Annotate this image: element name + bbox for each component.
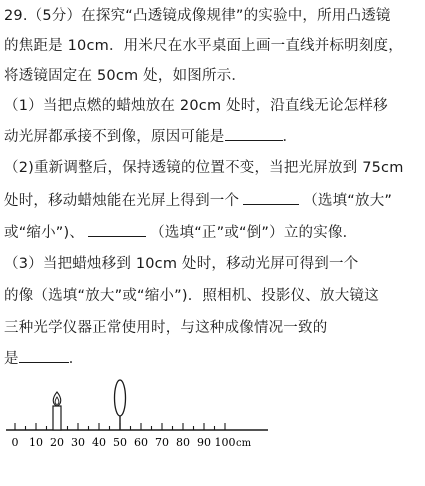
part-3-text: 是 xyxy=(4,351,19,367)
part-2-text-c: 或“缩小”)、 xyxy=(4,225,85,241)
ruler-tick-label: 10 xyxy=(29,436,43,449)
part-1-line-2 xyxy=(4,126,297,147)
ruler-labels xyxy=(12,436,236,449)
part-3-line-3: 三种光学仪器正常使用时，与这种成像情况一致的 xyxy=(4,320,328,336)
ruler-tick-label: 90 xyxy=(197,436,211,449)
part-1-line-1: （1）当把点燃的蜡烛放在 20cm 处时，沿直线无论怎样移 xyxy=(4,98,388,114)
ruler-tick-label: 80 xyxy=(176,436,190,449)
answer-blank-1[interactable] xyxy=(225,126,283,141)
ruler-tick-label: 0 xyxy=(11,436,19,449)
part-3-end: ． xyxy=(68,351,84,367)
ruler-tick-label: 50 xyxy=(113,436,127,449)
optical-bench-figure xyxy=(0,378,425,478)
convex-lens-icon xyxy=(115,380,126,430)
part-3-line-2: 的像（选填“放大”或“缩小”)．照相机、投影仪、放大镜这 xyxy=(4,288,379,304)
part-3-line-1: （3）当把蜡烛移到 10cm 处时，移动光屏可得到一个 xyxy=(4,256,359,272)
part-1-end: ． xyxy=(282,129,298,145)
candle-icon xyxy=(53,392,61,430)
part-2-line-3 xyxy=(4,222,357,243)
ruler-unit-label: cm xyxy=(236,438,252,449)
part-1-text: 动光屏都承接不到像，原因可能是 xyxy=(4,129,225,145)
ruler-tick-label: 60 xyxy=(134,436,148,449)
answer-blank-4[interactable] xyxy=(19,348,69,363)
part-2-text-d: （选填“正”或“倒”）立的实像． xyxy=(150,225,358,241)
question-line-2: 的焦距是 10cm．用米尺在水平桌面上画一直线并标明刻度， xyxy=(4,38,403,54)
part-3-line-4 xyxy=(4,348,83,369)
question-line-1: 29.（5分）在探究“凸透镜成像规律”的实验中，所用凸透镜 xyxy=(4,8,391,24)
part-2-text-a: 处时，移动蜡烛能在光屏上得到一个 xyxy=(4,193,240,209)
part-2-line-2 xyxy=(4,190,392,211)
ruler-tick-label: 20 xyxy=(50,436,64,449)
question-line-3: 将透镜固定在 50cm 处，如图所示． xyxy=(4,68,247,84)
ruler-svg xyxy=(0,378,425,478)
part-2-line-1: （2)重新调整后，保持透镜的位置不变，当把光屏放到 75cm xyxy=(4,160,404,176)
ruler-tick-label: 100 xyxy=(214,436,236,449)
part-2-text-b: （选填“放大” xyxy=(303,193,393,209)
ruler-tick-label: 40 xyxy=(92,436,106,449)
answer-blank-3[interactable] xyxy=(88,222,146,237)
ruler-tick-label: 30 xyxy=(71,436,85,449)
answer-blank-2[interactable] xyxy=(243,190,299,205)
ruler-tick-label: 70 xyxy=(155,436,169,449)
